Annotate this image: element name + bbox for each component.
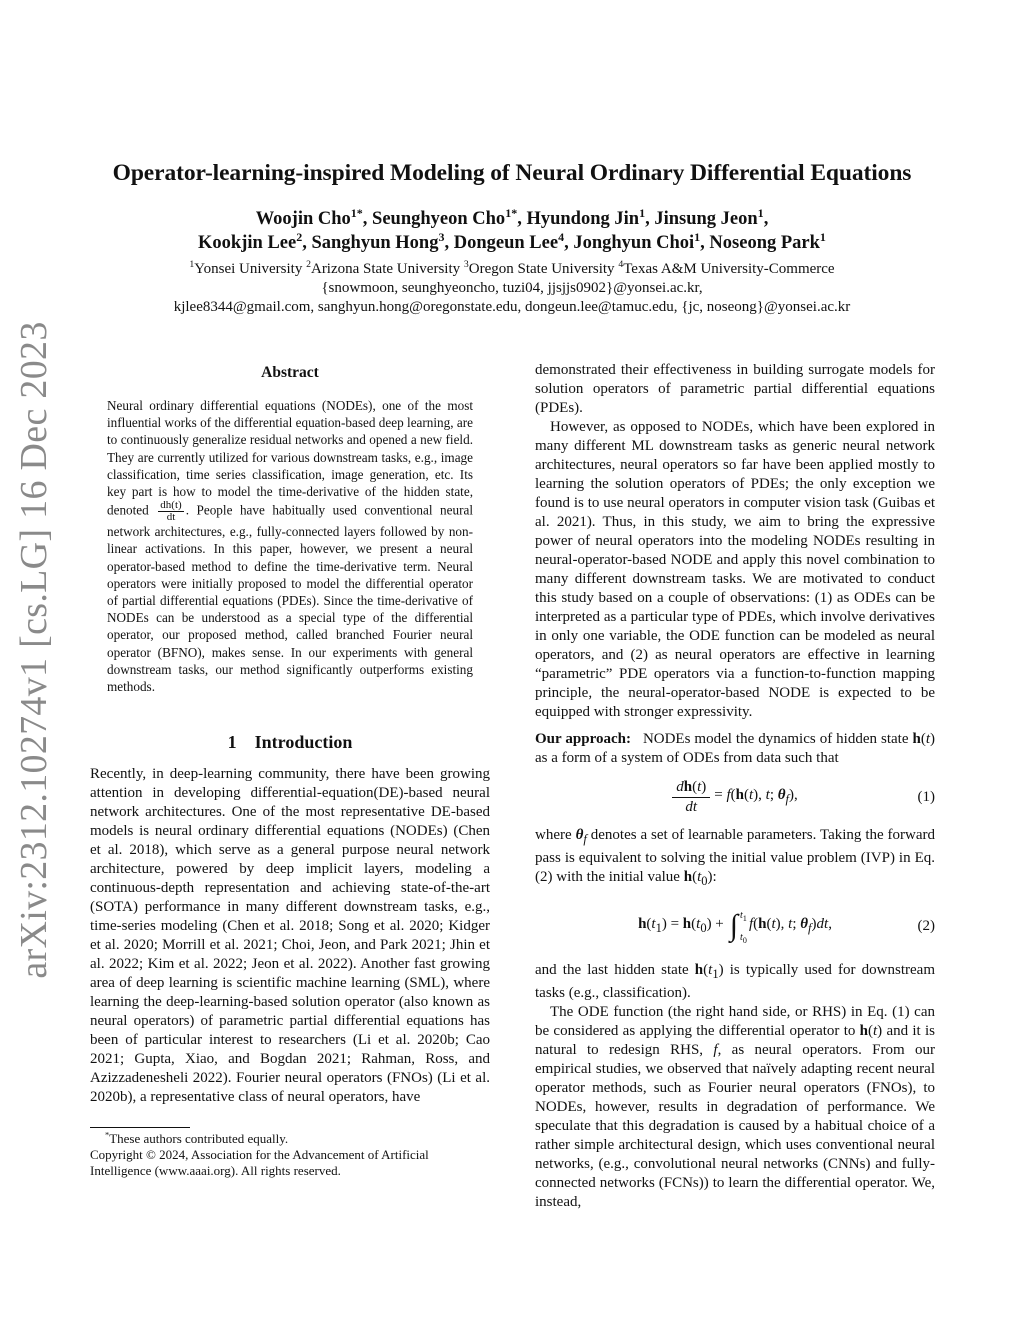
arxiv-sidebar [10,321,58,979]
email-line-2: kjlee8344@gmail.com, sanghyun.hong@oregonstate.edu, dongeun.lee@tamuc.edu, {jc, noseong}@yonsei.ac.kr [173,299,851,315]
equation-1: $\frac{dh(t)}{dt}$ = f(h(t), t; $\theta_f$), (1) [535,775,935,819]
abstract-body: Neural ordinary differential equations (NODEs), one of the most influential works of the differential equation-based deep learning, are to continuously generalize residual networks and opened a new field. They are currently utilized for various downstream tasks, e.g., image classification, time series classification, image generation, etc. Its key part is how to model the time-derivative of the hidden state, denoted $\frac{dh(t)}{dt}$ . People have habitually used conventional neural network architectures, e.g., fully-connected layers followed by non-linear activations. In this paper, however, we present a neural operator-based method to define the time-derivative term. Neural operators were initially proposed to model the differential operator of partial differential equations (PDEs). Since the time-derivative of NODEs can be understood as a special type of the differential operator, our proposed method, called branched Fourier neural operator (BFNO), makes sense. In our experiments with general downstream tasks, our method significantly outperforms existing methods. [107,398,473,695]
author: Dongeun Lee$^4$ [453,229,565,253]
affiliation-line: $^1$Yonsei University $^2$Arizona State University $^3$Oregon State University $^4$Texas A&M University-Commerce [189,259,835,277]
footnote-equal-contribution: *These authors contributed equally. [105,1129,289,1146]
author-line-2: Kookjin Lee$^2$, Sanghyun Hong$^3$, Dongeun Lee$^4$, Jonghyun Choi$^1$, Noseong Park$^1$ [198,229,826,253]
abstract-fraction: $\frac{dh(t)}{dt}$ [160,499,182,524]
author: Sanghyun Hong$^3$ [311,229,445,253]
paragraph: demonstrated their effectiveness in building surrogate models for solution operators of parametric partial differential equations (PDEs). [535,362,935,416]
footnotes [90,1131,490,1179]
equation-2: $h(t_1) = h(t_0)$ + ∫ $t_1$ $t_0$ f(h(t), t; $\theta_f)dt$, (2) [638,909,935,945]
author: Hyundong Jin$^1$ [526,205,646,229]
approach-paragraph: Our approach: NODEs model the dynamics of hidden state h(t) as a form of a system of ODEs from data such that [535,731,936,766]
author: Kookjin Lee$^2$ [198,229,303,253]
abstract-heading: Abstract [261,364,319,381]
author: Woojin Cho$^{1*}$ [255,205,363,229]
author: Seunghyeon Cho$^{1*}$ [372,205,518,229]
author: Jonghyun Choi$^1$ [573,229,701,253]
email-line-1: {snowmoon, seunghyeoncho, tuzi04, jjsjjs0902}@yonsei.ac.kr, [321,280,703,296]
section-heading-introduction: 1 Introduction [227,732,353,752]
intro-paragraph: Recently, in deep-learning community, there have been growing attention in developing differential-equation(DE)-based neural network architectures. One of the most representative DE-based models is neural ordinary differential equations (NODEs) (Chen et al. 2018), which serve as a general purpose neural network architecture, powered by deep implicit layers, modeling a continuous-depth representation and achieving state-of-the-art (SOTA) performance in many different downstream tasks, e.g., time-series modeling (Chen et al. 2018; Song et al. 2020; Kidger et al. 2020; Morrill et al. 2021; Choi, Jeon, and Park 2021; Jhin et al. 2022; Kim et al. 2022; Jeon et al. 2022). Another fast growing area of deep learning is scientific machine learning (SML), where learning the deep-learning-based solution operator (also known as neural operators) of parametric partial differential equations has been of particular interest to researchers (Li et al. 2020b; Cao 2021; Gupta, Xiao, and Bogdan 2021; Rahman, Ross, and Azizzadenesheli 2022). Fourier neural operators (FNOs) (Li et al. 2020b), a representative class of neural operators, have [90,766,490,1105]
author: Noseong Park$^1$ [709,229,826,253]
paper-title: Operator-learning-inspired Modeling of Neural Ordinary Differential Equations [112,160,912,186]
right-column [535,361,935,1212]
paragraph: where $\theta_f$ denotes a set of learnable parameters. Taking the forward pass is equivalent to solving the initial value problem (IVP) in Eq. (2) with the initial value $h(t_0)$: [535,827,936,888]
arxiv-identifier: arXiv:2312.10274v1 [cs.LG] 16 Dec 2023 [13,321,55,979]
author-line-1: Woojin Cho$^{1*}$, Seunghyeon Cho$^{1*}$, Hyundong Jin$^1$, Jinsung Jeon$^1$, [255,205,769,229]
author-list [60,207,964,255]
author: Jinsung Jeon$^1$ [654,205,764,229]
affiliations [60,260,964,317]
paragraph: The ODE function (the right hand side, or RHS) in Eq. (1) can be considered as applying the differential operator to h(t) and it is natural to redesign RHS, f, as neural operators. From our empirical studies, we observed that naïvely adapting recent neural operator methods, such as Fourier neural operators (FNOs), to NODEs, however, results in degradation of performance. We speculate that this degradation is caused by a habitual choice of a rather simple architectural design, which uses conventional neural networks, (e.g., convolutional neural networks (CNNs) and fully-connected networks (FCNs)) to learn the differential operator. We, instead, [535,1004,936,1210]
footnote-rule [90,1127,190,1128]
copyright-notice: Copyright © 2024, Association for the Advancement of Artificial Intelligence (www.aaai.org). All rights reserved. [90,1147,429,1178]
paragraph: However, as opposed to NODEs, which have been explored in many different ML downstream tasks as generic neural network architectures, neural operators so far have been applied mostly to learning the solution operators of PDEs; the only exception we found is to use neural operators in computer vision task (Guibas et al. 2021). Thus, in this study, we aim to bring the expressive power of neural operators into the modeling NODEs resulting in neural-operator-based NODE and apply this novel combination to many different downstream tasks. We are motivated to conduct this study based on a couple of observations: (1) as ODEs can be interpreted as a particular type of PDEs, which involve derivatives in only one variable, the ODE function can be modeled as neural operators, and (2) as neural operators are effective in learning “parametric” PDE operators via a function-to-function mapping principle, the neural-operator-based NODE is expected to be equipped with stronger expressivity. [535,419,935,720]
paragraph: and the last hidden state $h(t_1)$ is typically used for downstream tasks (e.g., classification). [535,962,935,1001]
